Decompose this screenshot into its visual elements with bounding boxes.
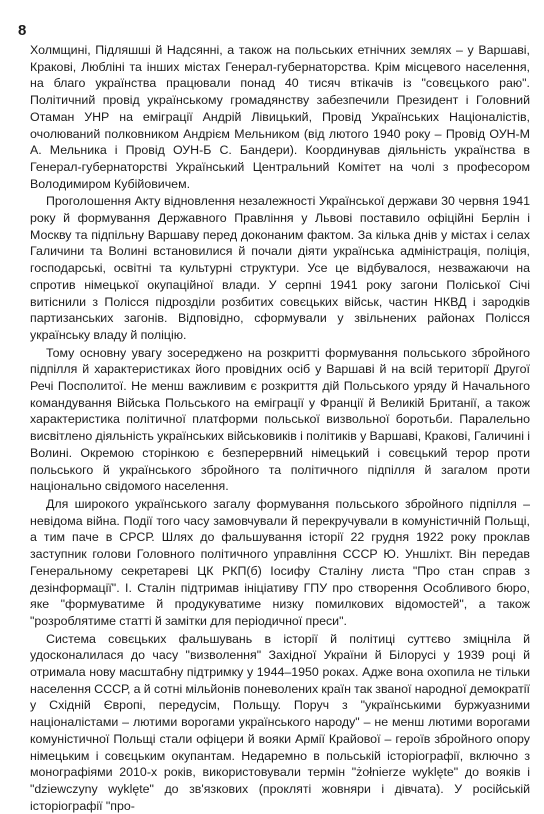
body-text (30, 42, 530, 814)
page-number: 8 (18, 22, 27, 39)
paragraph-2: Проголошення Акту відновлення незалежності Української держави 30 червня 1941 року й формування Державного Правління у Львові поставило офіційні Берлін і Москву та підпільну Варшаву перед доконаним фактом. За кілька днів у містах і селах Галичини та Волині встановилися й почали діяти українська адміністрація, поліція, господарські, освітні та культурні структури. Усе це відбувалося, незважаючи на спротив німецької окупаційної влади. У серпні 1941 року загони Поліської Січі витіснили з Полісся підрозділи розбитих совєцьких військ, частин НКВД і зародків партизанських загонів. Відповідно, сформували у звільнених районах Полісся українську владу й поліцію. (30, 194, 530, 342)
paragraph-3: Тому основну увагу зосереджено на розкритті формування польського збройного підпілля й характеристиках його провідних осіб у Варшаві й на всій території Другої Речі Посполитої. Не менш важливим є розкриття дій Польського уряду й Начального командування Війська Польського на еміграції у Франції й Великій Британії, а також характеристика політичної платформи польської визвольної боротьби. Паралельно висвітлено діяльність українських військовиків і політиків у Варшаві, Кракові, Галичині і Волині. Окремою сторінкою є безперервний німецький і совєцький терор проти польського й українського збройного та політичного підпілля й загалом проти національно свідомого населення. (30, 345, 530, 494)
paragraph-4: Для широкого українського загалу формування польського збройного підпілля – невідома війна. Події того часу замовчували й перекручували в комуністичній Польщі, а тим паче в СРСР. Шлях до фальшування історії 22 грудня 1922 року проклав заступник голови Головного політичного управління СССР Ю. Уншліхт. Він передав Генеральному секретареві ЦК РКП(б) Іосифу Сталіну листа "Про стан справ з дезінформації". І. Сталін підтримав ініціативу ГПУ про створення Особливого бюро, яке "формуватиме й продукуватиме низку помилкових відомостей", а також "розроблятиме статті й замітки для періодичної преси". (30, 496, 530, 628)
paragraph-1: Холмщині, Підляшші й Надсянні, а також на польських етнічних землях – у Варшаві, Кракові, Любліні та інших містах Генерал-губернаторства. Крім місцевого населення, на благо українства працювали понад 40 тисяч втікачів із "совєцького раю". Політичний провід українському громадянству забезпечили Президент і Головний Отаман УНР на еміграції Андрій Лівицький, Провід Українських Націоналістів, очолюваний полковником Андрієм Мельником (від лютого 1940 року – Провід ОУН-М А. Мельника і Провід ОУН-Б С. Бандери). Координував діяльність українства в Генерал-губернаторстві Український Центральний Комітет на чолі з професором Володимиром Кубійовичем. (30, 43, 530, 191)
paragraph-5: Система совєцьких фальшувань в історії й політиці суттєво зміцніла й удосконалилася до часу "визволення" Західної України й Білорусі у 1939 році й отримала нову масштабну підтримку у 1944–1950 роках. Адже вона охопила не тільки населення СССР, а й сотні мільйонів поневолених країн так званої народної демократії у Східній Європі, передусім, Польщу. Поруч з "українськими буржуазними націоналістами – лютими ворогами українського народу" – не менш лютими ворогами комуністичної Польщі стали офіцери й вояки Армії Крайової – героїв збройного опору німецьким і совєцьким окупантам. Недаремно в польській історіографії, включно з монографіями 2010-х років, використовували термін "żołnierze wyklęte" до вояків і "dziewczyny wyklęte" до зв'язкових (прокляті жовняри і дівчата). У російській історіографії "про- (30, 631, 530, 813)
